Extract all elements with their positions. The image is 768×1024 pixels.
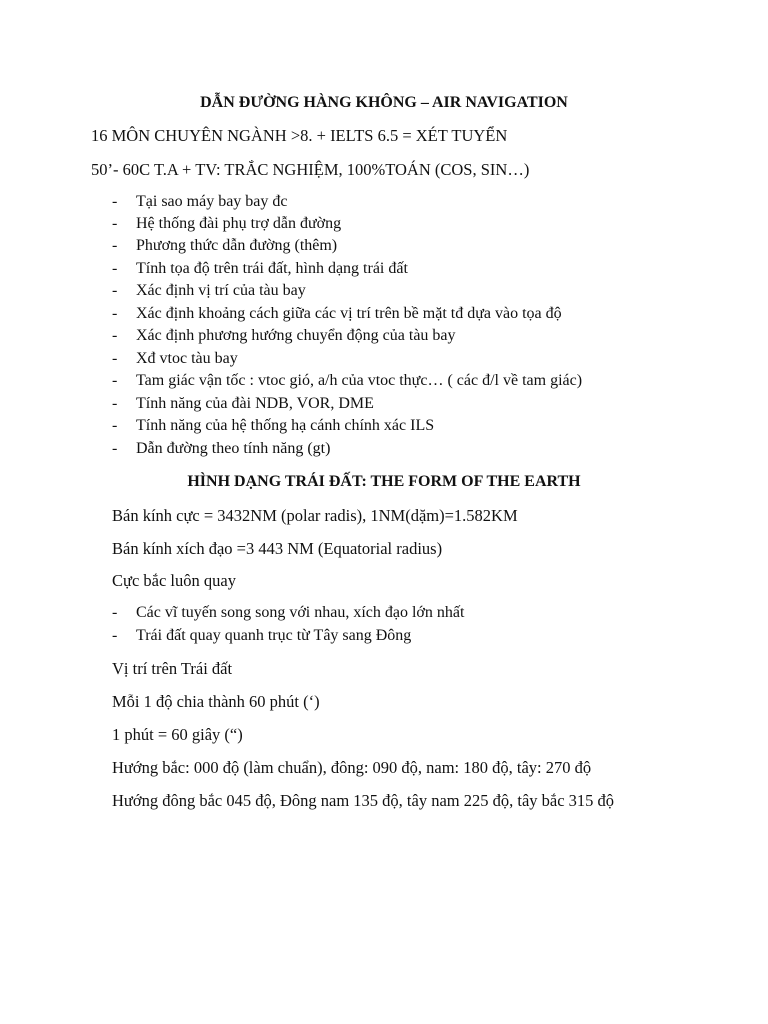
list-item-text: Xác định phương hướng chuyển động của tàu bay <box>136 327 456 344</box>
list-item-text: Các vĩ tuyến song song với nhau, xích đạo lớn nhất <box>136 604 465 621</box>
list-item-text: Hệ thống đài phụ trợ dẫn đường <box>136 215 342 232</box>
position-line: Hướng bắc: 000 độ (làm chuẩn), đông: 090 độ, nam: 180 độ, tây: 270 độ <box>112 758 592 777</box>
bullet-marker: - <box>112 193 118 210</box>
bullet-marker: - <box>112 417 118 434</box>
list-item-text: Dẫn đường theo tính năng (gt) <box>136 440 331 457</box>
list-item-text: Tính năng của hệ thống hạ cánh chính xác ILS <box>136 417 435 434</box>
bullet-marker: - <box>112 395 118 412</box>
list-item-text: Xác định vị trí của tàu bay <box>136 282 306 299</box>
list-item-text: Tính tọa độ trên trái đất, hình dạng trái đất <box>136 260 408 277</box>
list-item <box>112 281 306 301</box>
intro-line-1: 16 MÔN CHUYÊN NGÀNH >8. + IELTS 6.5 = XÉT TUYỂN <box>91 126 508 145</box>
list-item <box>112 304 562 324</box>
bullet-marker: - <box>112 215 118 232</box>
list-item <box>112 259 408 279</box>
list-item-text: Tại sao máy bay bay đc <box>136 193 288 210</box>
bullet-marker: - <box>112 237 118 254</box>
bullet-marker: - <box>112 604 118 621</box>
north-pole-line: Cực bắc luôn quay <box>112 571 236 590</box>
position-line: Hướng đông bắc 045 độ, Đông nam 135 độ, tây nam 225 độ, tây bắc 315 độ <box>112 791 615 810</box>
list-item <box>112 626 411 646</box>
position-line: 1 phút = 60 giây (“) <box>112 725 243 744</box>
list-item <box>112 603 464 623</box>
list-item <box>112 214 341 234</box>
bullet-marker: - <box>112 372 118 389</box>
polar-radius-line: Bán kính cực = 3432NM (polar radis), 1NM(dặm)=1.582KM <box>112 506 518 525</box>
list-item <box>112 236 337 256</box>
list-item-text: Xác định khoảng cách giữa các vị trí trên bề mặt tđ dựa vào tọa độ <box>136 305 562 322</box>
list-item-text: Trái đất quay quanh trục từ Tây sang Đông <box>136 627 412 644</box>
list-item-text: Tam giác vận tốc : vtoc gió, a/h của vtoc thực… ( các đ/l về tam giác) <box>136 372 583 389</box>
list-item <box>112 394 374 414</box>
intro-line-2: 50’- 60C T.A + TV: TRẮC NGHIỆM, 100%TOÁN (COS, SIN…) <box>91 160 530 179</box>
equatorial-radius-line: Bán kính xích đạo =3 443 NM (Equatorial radius) <box>112 539 443 558</box>
list-item <box>112 326 456 346</box>
list-item <box>112 349 238 369</box>
list-item-text: Xđ vtoc tàu bay <box>136 350 238 367</box>
list-item <box>112 371 582 391</box>
bullet-marker: - <box>112 627 118 644</box>
bullet-marker: - <box>112 440 118 457</box>
bullet-marker: - <box>112 327 118 344</box>
list-item-text: Tính năng của đài NDB, VOR, DME <box>136 395 374 412</box>
bullet-marker: - <box>112 350 118 367</box>
bullet-marker: - <box>112 305 118 322</box>
document-title: DẪN ĐƯỜNG HÀNG KHÔNG – AIR NAVIGATION <box>200 94 568 111</box>
list-item <box>112 192 288 212</box>
list-item-text: Phương thức dẫn đường (thêm) <box>136 237 338 254</box>
position-line: Vị trí trên Trái đất <box>112 659 233 678</box>
list-item <box>112 439 330 459</box>
list-item <box>112 416 434 436</box>
bullet-marker: - <box>112 282 118 299</box>
section-heading: HÌNH DẠNG TRÁI ĐẤT: THE FORM OF THE EARTH <box>187 473 581 490</box>
bullet-marker: - <box>112 260 118 277</box>
position-line: Mỗi 1 độ chia thành 60 phút (‘) <box>112 692 320 711</box>
